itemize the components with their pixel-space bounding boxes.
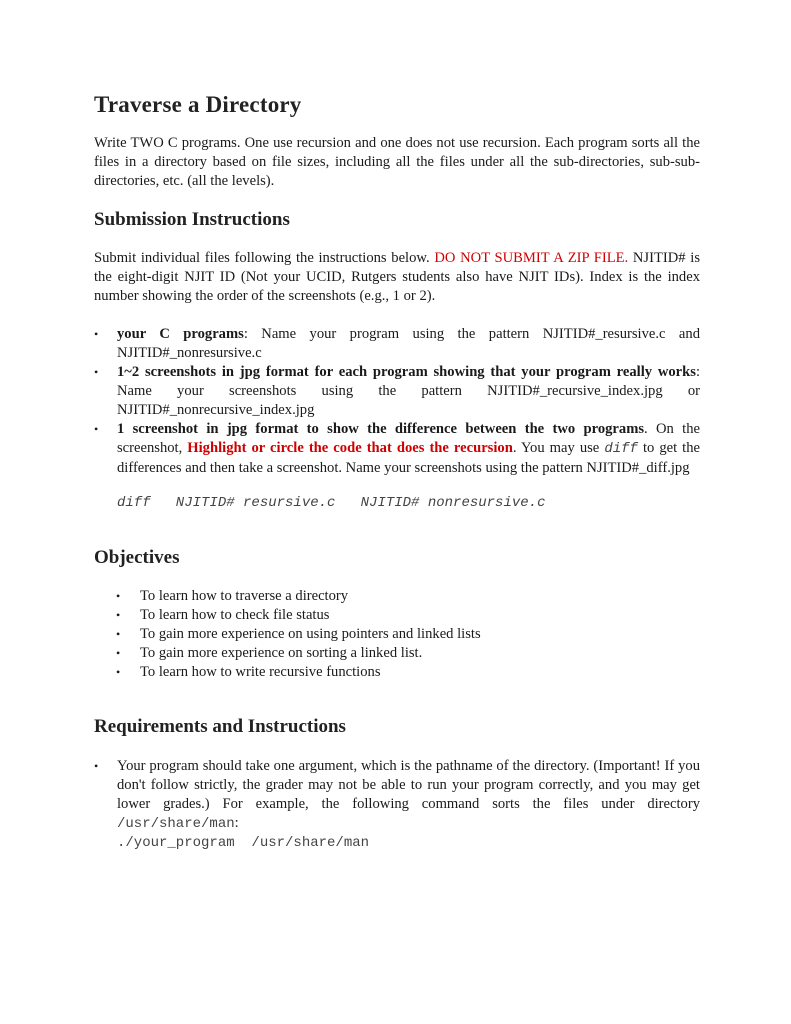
- list-item: [94, 325, 700, 363]
- submission-list: [94, 325, 700, 478]
- objective-text: To learn how to write recursive functions: [140, 664, 381, 680]
- bullet-icon: •: [94, 365, 99, 379]
- requirement-colon: :: [234, 815, 239, 831]
- list-item: [94, 420, 700, 478]
- bullet-icon: •: [116, 608, 121, 622]
- bullet-icon: •: [94, 422, 99, 436]
- objective-text: To gain more experience on sorting a linked list.: [140, 645, 423, 661]
- item-text: : Name your program using the pattern NJITID#_resursive.c and NJITID#_nonresursive.c: [117, 326, 700, 361]
- objectives-heading: Objectives: [94, 547, 180, 568]
- bullet-icon: •: [116, 665, 121, 679]
- list-item: [94, 587, 700, 606]
- no-zip-warning: DO NOT SUBMIT A ZIP FILE.: [434, 250, 629, 266]
- page-title: Traverse a Directory: [94, 92, 302, 117]
- requirements-list: [94, 757, 700, 852]
- submission-text-end: NJITID# is the eight-digit NJIT ID (Not your UCID, Rutgers students also have NJIT IDs). Index is the index number showing the order of the screenshots (e.g., 1 or 2).: [94, 250, 701, 304]
- item-text: . You may use: [512, 440, 605, 456]
- objectives-list: [94, 587, 700, 682]
- list-item: [94, 757, 700, 852]
- item-text: . On the screenshot,: [117, 421, 700, 456]
- objective-text: To gain more experience on using pointers and linked lists: [140, 626, 481, 642]
- intro-paragraph: Write TWO C programs. One use recursion and one does not use recursion. Each program sorts all the files in a directory based on file sizes, including all the files under all the sub-directories, sub-sub-directories, etc. (all the levels).: [94, 135, 700, 189]
- list-item: [94, 625, 700, 644]
- list-item: [94, 663, 700, 682]
- submission-heading: Submission Instructions: [94, 209, 290, 230]
- item-bold-text: 1 screenshot in jpg format to show the difference between the two programs: [117, 421, 645, 437]
- list-item: [94, 606, 700, 625]
- requirements-heading: Requirements and Instructions: [94, 716, 346, 737]
- objective-text: To learn how to traverse a directory: [140, 588, 349, 604]
- diff-code-inline: diff: [604, 441, 638, 457]
- requirement-text: Your program should take one argument, which is the pathname of the directory. (Important! If you don't follow strictly, the grader may not be able to run your program correctly, and you may get lower grades.) For example, the following command sorts the files under directory: [117, 758, 700, 812]
- submission-text-start: Submit individual files following the instructions below.: [94, 250, 435, 266]
- bullet-icon: •: [116, 646, 121, 660]
- path-code-inline: /usr/share/man: [117, 816, 235, 832]
- submission-paragraph: [94, 249, 700, 306]
- item-bold-text: 1~2 screenshots in jpg format for each program showing that your program really works: [117, 364, 696, 380]
- bullet-icon: •: [116, 627, 121, 641]
- document-page: [94, 92, 700, 852]
- bullet-icon: •: [116, 589, 121, 603]
- item-text: : Name your screenshots using the pattern NJITID#_recursive_index.jpg or NJITID#_nonrecursive_index.jpg: [117, 364, 700, 418]
- item-text: to get the differences and then take a screenshot. Name your screenshots using the pattern NJITID#_diff.jpg: [117, 440, 701, 476]
- item-bold-text: your C programs: [117, 326, 244, 342]
- list-item: [94, 644, 700, 663]
- objective-text: To learn how to check file status: [140, 607, 330, 623]
- example-command: ./your_program /usr/share/man: [117, 835, 370, 851]
- highlight-instruction: Highlight or circle the code that does the recursion: [187, 440, 513, 456]
- bullet-icon: •: [94, 327, 99, 341]
- diff-command: diff NJITID# resursive.c NJITID# nonresursive.c: [117, 495, 546, 511]
- bullet-icon: •: [94, 759, 99, 773]
- list-item: [94, 363, 700, 420]
